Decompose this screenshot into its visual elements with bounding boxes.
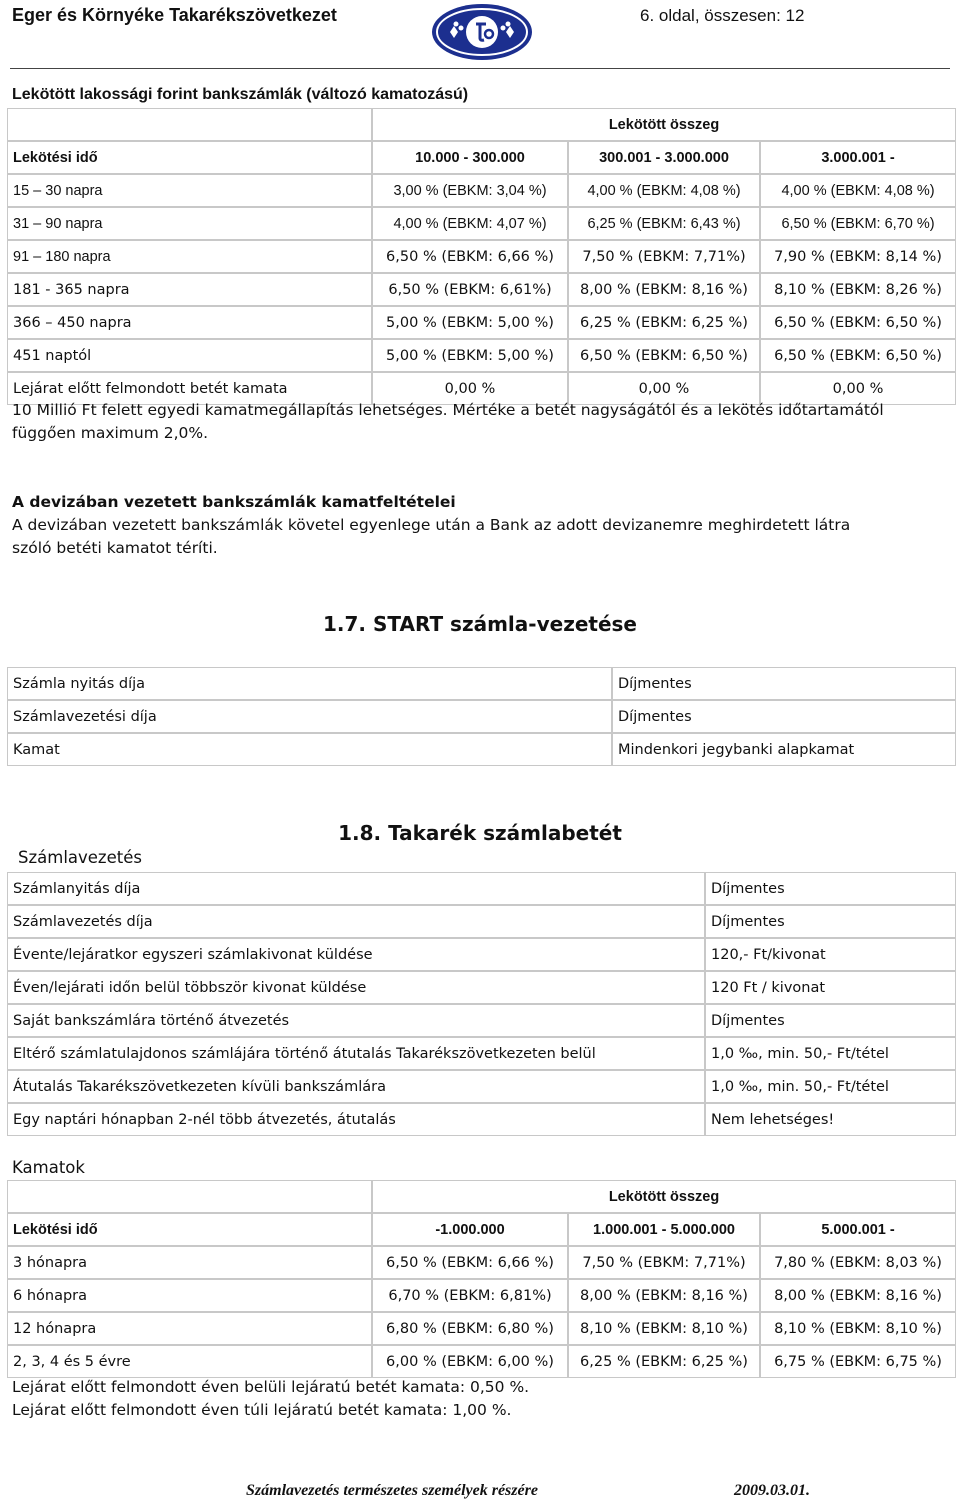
kamatok-note-2: Lejárat előtt felmondott éven túli lejáratú betét kamata: 1,00 %. bbox=[12, 1401, 512, 1419]
table-cell: 8,00 % (EBKM: 8,16 %) bbox=[568, 273, 760, 306]
table-row bbox=[7, 339, 956, 372]
column-header: 1.000.001 - 5.000.000 bbox=[568, 1213, 760, 1246]
table-cell: Eltérő számlatulajdonos számlájára történő átutalás Takarékszövetkezeten belül bbox=[7, 1037, 705, 1070]
table-cell: 6,80 % (EBKM: 6,80 %) bbox=[372, 1312, 568, 1345]
table-cell: 4,00 % (EBKM: 4,07 %) bbox=[372, 207, 568, 240]
table-cell: 0,00 % bbox=[372, 372, 568, 405]
table-cell: 7,50 % (EBKM: 7,71%) bbox=[568, 1246, 760, 1279]
table-cell: 4,00 % (EBKM: 4,08 %) bbox=[760, 174, 956, 207]
table-row bbox=[7, 1180, 956, 1213]
table-cell: 6,50 % (EBKM: 6,61%) bbox=[372, 273, 568, 306]
table-cell bbox=[7, 108, 372, 141]
logo bbox=[428, 2, 536, 62]
table-cell: 6,50 % (EBKM: 6,66 %) bbox=[372, 1246, 568, 1279]
kamatok-table bbox=[7, 1180, 956, 1378]
table-row bbox=[7, 306, 956, 339]
table-cell: Díjmentes bbox=[705, 1004, 956, 1037]
table-row bbox=[7, 1246, 956, 1279]
table-cell: Számlanyitás díja bbox=[7, 872, 705, 905]
table-cell: 6,00 % (EBKM: 6,00 %) bbox=[372, 1345, 568, 1378]
table-header-row bbox=[7, 141, 956, 174]
table-cell: Átutalás Takarékszövetkezeten kívüli bankszámlára bbox=[7, 1070, 705, 1103]
table-cell: Éven/lejárati időn belül többször kivonat küldése bbox=[7, 971, 705, 1004]
table-cell: 6,50 % (EBKM: 6,50 %) bbox=[760, 306, 956, 339]
table-cell: 7,50 % (EBKM: 7,71%) bbox=[568, 240, 760, 273]
table-cell: Kamat bbox=[7, 733, 612, 766]
table-cell: 6,25 % (EBKM: 6,25 %) bbox=[568, 1345, 760, 1378]
table-row bbox=[7, 240, 956, 273]
deviza-title: A devizában vezetett bankszámlák kamatfeltételei bbox=[12, 493, 456, 511]
table-cell: Díjmentes bbox=[705, 905, 956, 938]
table-cell: 6,25 % (EBKM: 6,25 %) bbox=[568, 306, 760, 339]
table-cell: 8,10 % (EBKM: 8,26 %) bbox=[760, 273, 956, 306]
table-row bbox=[7, 1345, 956, 1378]
column-header: 10.000 - 300.000 bbox=[372, 141, 568, 174]
fixed-deposit-title: Lekötött lakossági forint bankszámlák (változó kamatozású) bbox=[12, 86, 469, 103]
table-row bbox=[7, 938, 956, 971]
header-divider bbox=[10, 68, 950, 69]
table-cell: 8,00 % (EBKM: 8,16 %) bbox=[568, 1279, 760, 1312]
table-cell: Számla nyitás díja bbox=[7, 667, 612, 700]
table-cell: 6,70 % (EBKM: 6,81%) bbox=[372, 1279, 568, 1312]
column-header: Lekötési idő bbox=[7, 141, 372, 174]
table-row bbox=[7, 1312, 956, 1345]
table-cell: 7,90 % (EBKM: 8,14 %) bbox=[760, 240, 956, 273]
table-cell: 1,0 ‰, min. 50,- Ft/tétel bbox=[705, 1037, 956, 1070]
table-cell: 451 naptól bbox=[7, 339, 372, 372]
table-row bbox=[7, 1037, 956, 1070]
column-header: -1.000.000 bbox=[372, 1213, 568, 1246]
table-cell: Számlavezetés díja bbox=[7, 905, 705, 938]
footer-date: 2009.03.01. bbox=[734, 1482, 810, 1499]
table-cell: 91 – 180 napra bbox=[7, 240, 372, 273]
table-cell: 120 Ft / kivonat bbox=[705, 971, 956, 1004]
table-cell: 6,50 % (EBKM: 6,50 %) bbox=[568, 339, 760, 372]
table-cell: 8,10 % (EBKM: 8,10 %) bbox=[760, 1312, 956, 1345]
table-row bbox=[7, 733, 956, 766]
table-cell: Nem lehetséges! bbox=[705, 1103, 956, 1136]
table-cell: 6 hónapra bbox=[7, 1279, 372, 1312]
start-heading: 1.7. START számla-vezetése bbox=[322, 612, 637, 636]
group-header: Lekötött összeg bbox=[372, 1180, 956, 1213]
table-cell: 0,00 % bbox=[568, 372, 760, 405]
table-cell: Számlavezetési díja bbox=[7, 700, 612, 733]
table-row bbox=[7, 872, 956, 905]
table-cell: 8,10 % (EBKM: 8,10 %) bbox=[568, 1312, 760, 1345]
kamatok-note-1: Lejárat előtt felmondott éven belüli lejáratú betét kamata: 0,50 %. bbox=[12, 1378, 530, 1396]
deviza-text: A devizában vezetett bankszámlák követel egyenlege után a Bank az adott devizanemre meghirdetett látra szóló betéti kamatot téríti. bbox=[12, 516, 851, 557]
table-cell: Díjmentes bbox=[705, 872, 956, 905]
takarek-heading: 1.8. Takarék számlabetét bbox=[338, 821, 622, 845]
table-row bbox=[7, 700, 956, 733]
takarek-subheading: Számlavezetés bbox=[18, 848, 142, 867]
table-row bbox=[7, 108, 956, 141]
table-row bbox=[7, 174, 956, 207]
table-row bbox=[7, 1279, 956, 1312]
fixed-rates-table bbox=[7, 108, 956, 405]
table-cell: 12 hónapra bbox=[7, 1312, 372, 1345]
table-cell: 366 – 450 napra bbox=[7, 306, 372, 339]
table-cell: Díjmentes bbox=[612, 667, 956, 700]
footer-title: Számlavezetés természetes személyek részére bbox=[246, 1482, 538, 1499]
table-cell: 8,00 % (EBKM: 8,16 %) bbox=[760, 1279, 956, 1312]
table-row bbox=[7, 1103, 956, 1136]
table-row bbox=[7, 1004, 956, 1037]
table-cell: Saját bankszámlára történő átvezetés bbox=[7, 1004, 705, 1037]
table-cell: 3 hónapra bbox=[7, 1246, 372, 1279]
column-header: Lekötési idő bbox=[7, 1213, 372, 1246]
org-name: Eger és Környéke Takarékszövetkezet bbox=[12, 5, 337, 25]
table-cell: Lejárat előtt felmondott betét kamata bbox=[7, 372, 372, 405]
table-cell: 15 – 30 napra bbox=[7, 174, 372, 207]
table-row bbox=[7, 207, 956, 240]
table-cell: 6,50 % (EBKM: 6,66 %) bbox=[372, 240, 568, 273]
table-cell: Egy naptári hónapban 2-nél több átvezetés, átutalás bbox=[7, 1103, 705, 1136]
takarek-fee-table bbox=[7, 872, 956, 1136]
table-row bbox=[7, 273, 956, 306]
table-cell: 6,25 % (EBKM: 6,43 %) bbox=[568, 207, 760, 240]
table-cell: 120,- Ft/kivonat bbox=[705, 938, 956, 971]
fixed-deposit-note: 10 Millió Ft felett egyedi kamatmegállapítás lehetséges. Mértéke a betét nagyságától és a lekötés időtartamától függően maximum 2,0%. bbox=[12, 401, 884, 442]
table-cell: 6,50 % (EBKM: 6,70 %) bbox=[760, 207, 956, 240]
group-header: Lekötött összeg bbox=[372, 108, 956, 141]
table-cell: 6,50 % (EBKM: 6,50 %) bbox=[760, 339, 956, 372]
table-cell: 6,75 % (EBKM: 6,75 %) bbox=[760, 1345, 956, 1378]
start-fee-table bbox=[7, 667, 956, 766]
kamatok-subheading: Kamatok bbox=[12, 1158, 85, 1177]
table-row bbox=[7, 971, 956, 1004]
table-row bbox=[7, 905, 956, 938]
table-row bbox=[7, 1070, 956, 1103]
table-row bbox=[7, 667, 956, 700]
page-indicator: 6. oldal, összesen: 12 bbox=[640, 6, 805, 25]
table-header-row bbox=[7, 1213, 956, 1246]
table-cell: Mindenkori jegybanki alapkamat bbox=[612, 733, 956, 766]
table-cell: 1,0 ‰, min. 50,- Ft/tétel bbox=[705, 1070, 956, 1103]
table-cell: 7,80 % (EBKM: 8,03 %) bbox=[760, 1246, 956, 1279]
column-header: 5.000.001 - bbox=[760, 1213, 956, 1246]
table-cell: 3,00 % (EBKM: 3,04 %) bbox=[372, 174, 568, 207]
column-header: 300.001 - 3.000.000 bbox=[568, 141, 760, 174]
table-cell: 5,00 % (EBKM: 5,00 %) bbox=[372, 306, 568, 339]
table-cell: 181 - 365 napra bbox=[7, 273, 372, 306]
table-cell bbox=[7, 1180, 372, 1213]
table-cell: 31 – 90 napra bbox=[7, 207, 372, 240]
table-cell: 0,00 % bbox=[760, 372, 956, 405]
table-cell: 5,00 % (EBKM: 5,00 %) bbox=[372, 339, 568, 372]
table-cell: 2, 3, 4 és 5 évre bbox=[7, 1345, 372, 1378]
column-header: 3.000.001 - bbox=[760, 141, 956, 174]
table-cell: Évente/lejáratkor egyszeri számlakivonat küldése bbox=[7, 938, 705, 971]
table-cell: 4,00 % (EBKM: 4,08 %) bbox=[568, 174, 760, 207]
table-cell: Díjmentes bbox=[612, 700, 956, 733]
